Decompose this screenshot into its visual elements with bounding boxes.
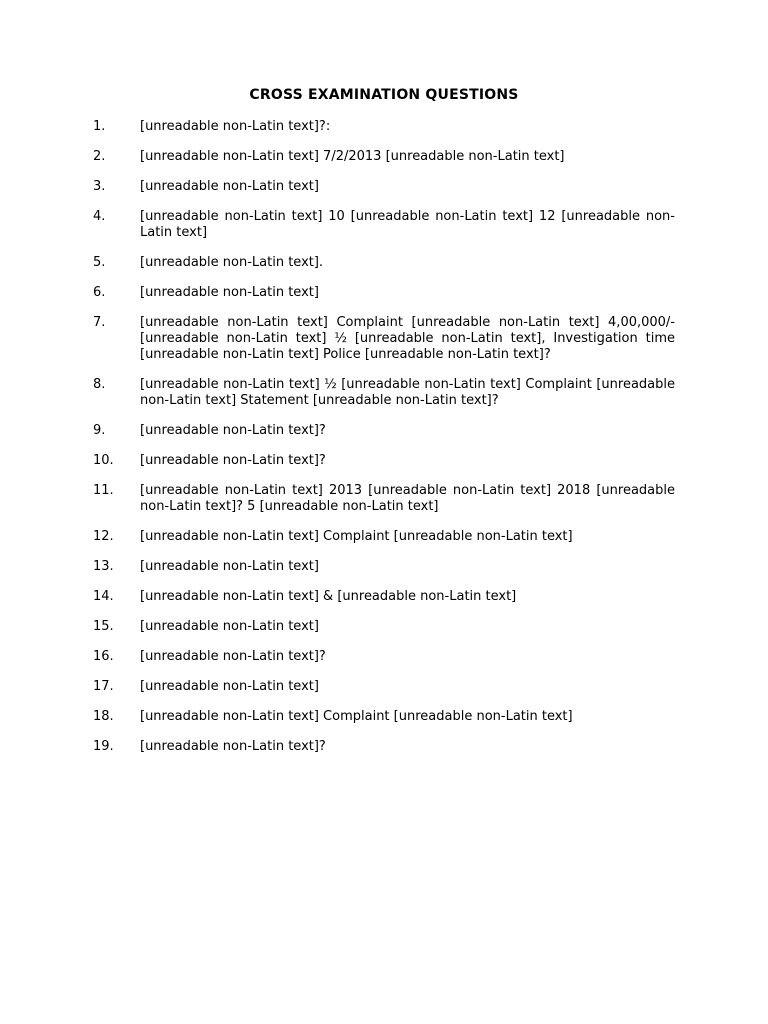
question-item-7 <box>93 315 675 363</box>
question-item-4 <box>93 209 675 241</box>
question-text: [unreadable non-Latin text]? <box>140 453 326 468</box>
question-text: [unreadable non-Latin text] 2013 [unreadable non-Latin text] 2018 [unreadable non-Latin text]? 5 [unreadable non-Latin text] <box>140 483 675 514</box>
question-number: 10. <box>93 453 114 468</box>
question-text: [unreadable non-Latin text] <box>140 179 319 194</box>
question-text: [unreadable non-Latin text] Complaint [unreadable non-Latin text] <box>140 529 573 544</box>
question-item-15 <box>93 619 675 635</box>
question-list <box>93 119 675 769</box>
question-item-17 <box>93 679 675 695</box>
question-item-11 <box>93 483 675 515</box>
question-text: [unreadable non-Latin text] 10 [unreadable non-Latin text] 12 [unreadable non-Latin text] <box>140 209 675 240</box>
page-title: CROSS EXAMINATION QUESTIONS <box>249 87 519 103</box>
question-item-13 <box>93 559 675 575</box>
question-text: [unreadable non-Latin text] ½ [unreadable non-Latin text] Complaint [unreadable non-Latin text] Statement [unreadable non-Latin text]? <box>140 377 675 408</box>
question-number: 2. <box>93 149 106 164</box>
question-text: [unreadable non-Latin text] <box>140 559 319 574</box>
question-number: 14. <box>93 589 114 604</box>
question-item-8 <box>93 377 675 409</box>
question-text: [unreadable non-Latin text]? <box>140 649 326 664</box>
question-text: [unreadable non-Latin text]? <box>140 739 326 754</box>
question-item-16 <box>93 649 675 665</box>
question-item-3 <box>93 179 675 195</box>
question-text: [unreadable non-Latin text] <box>140 619 319 634</box>
question-item-10 <box>93 453 675 469</box>
question-text: [unreadable non-Latin text] <box>140 679 319 694</box>
question-number: 9. <box>93 423 106 438</box>
question-text: [unreadable non-Latin text] Complaint [unreadable non-Latin text] <box>140 709 573 724</box>
question-number: 5. <box>93 255 106 270</box>
question-text: [unreadable non-Latin text] 7/2/2013 [unreadable non-Latin text] <box>140 149 565 164</box>
question-text: [unreadable non-Latin text]?: <box>140 119 331 134</box>
question-number: 12. <box>93 529 114 544</box>
question-item-6 <box>93 285 675 301</box>
question-text: [unreadable non-Latin text]. <box>140 255 324 270</box>
question-number: 6. <box>93 285 106 300</box>
question-number: 8. <box>93 377 106 392</box>
question-number: 1. <box>93 119 106 134</box>
question-item-14 <box>93 589 675 605</box>
question-number: 15. <box>93 619 114 634</box>
question-text: [unreadable non-Latin text]? <box>140 423 326 438</box>
question-number: 11. <box>93 483 114 498</box>
question-text: [unreadable non-Latin text] Complaint [unreadable non-Latin text] 4,00,000/- [unreadable non-Latin text] ½ [unreadable non-Latin text], Investigation time [unreadable non-Latin text] Police [unreadable non-Latin text]? <box>140 315 675 362</box>
question-text: [unreadable non-Latin text] & [unreadable non-Latin text] <box>140 589 517 604</box>
question-number: 13. <box>93 559 114 574</box>
question-number: 19. <box>93 739 114 754</box>
question-number: 3. <box>93 179 106 194</box>
question-number: 17. <box>93 679 114 694</box>
question-item-5 <box>93 255 675 271</box>
question-number: 7. <box>93 315 106 330</box>
question-number: 18. <box>93 709 114 724</box>
question-item-9 <box>93 423 675 439</box>
question-text: [unreadable non-Latin text] <box>140 285 319 300</box>
question-item-19 <box>93 739 675 755</box>
question-item-18 <box>93 709 675 725</box>
question-item-2 <box>93 149 675 165</box>
question-number: 4. <box>93 209 106 224</box>
question-item-1 <box>93 119 675 135</box>
question-item-12 <box>93 529 675 545</box>
question-number: 16. <box>93 649 114 664</box>
